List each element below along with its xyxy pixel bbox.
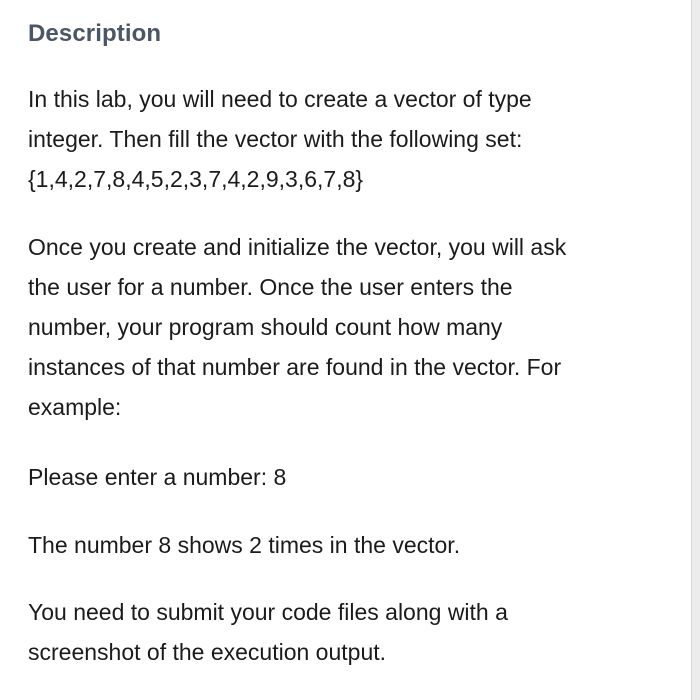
text-line: screenshot of the execution output. (28, 639, 387, 665)
section-heading: Description (28, 20, 162, 47)
scrollbar-track[interactable] (691, 0, 700, 700)
text-line: You need to submit your code files along with a (28, 599, 508, 625)
text-line: example: (28, 394, 122, 420)
text-line: Please enter a number: 8 (28, 464, 287, 490)
example-output (28, 525, 668, 565)
text-line: Once you create and initialize the vector, you will ask (28, 234, 567, 260)
text-line: the user for a number. Once the user enters the (28, 274, 513, 300)
submission-paragraph (28, 592, 668, 672)
text-line: number, your program should count how many (28, 314, 503, 340)
instructions-paragraph (28, 227, 668, 427)
text-line: The number 8 shows 2 times in the vector. (28, 532, 461, 558)
example-prompt (28, 457, 668, 497)
text-line: integer. Then fill the vector with the following set: (28, 126, 523, 152)
text-line: {1,4,2,7,8,4,5,2,3,7,4,2,9,3,6,7,8} (28, 166, 364, 192)
intro-paragraph (28, 79, 668, 199)
text-line: instances of that number are found in the vector. For (28, 354, 562, 380)
text-line: In this lab, you will need to create a vector of type (28, 86, 532, 112)
